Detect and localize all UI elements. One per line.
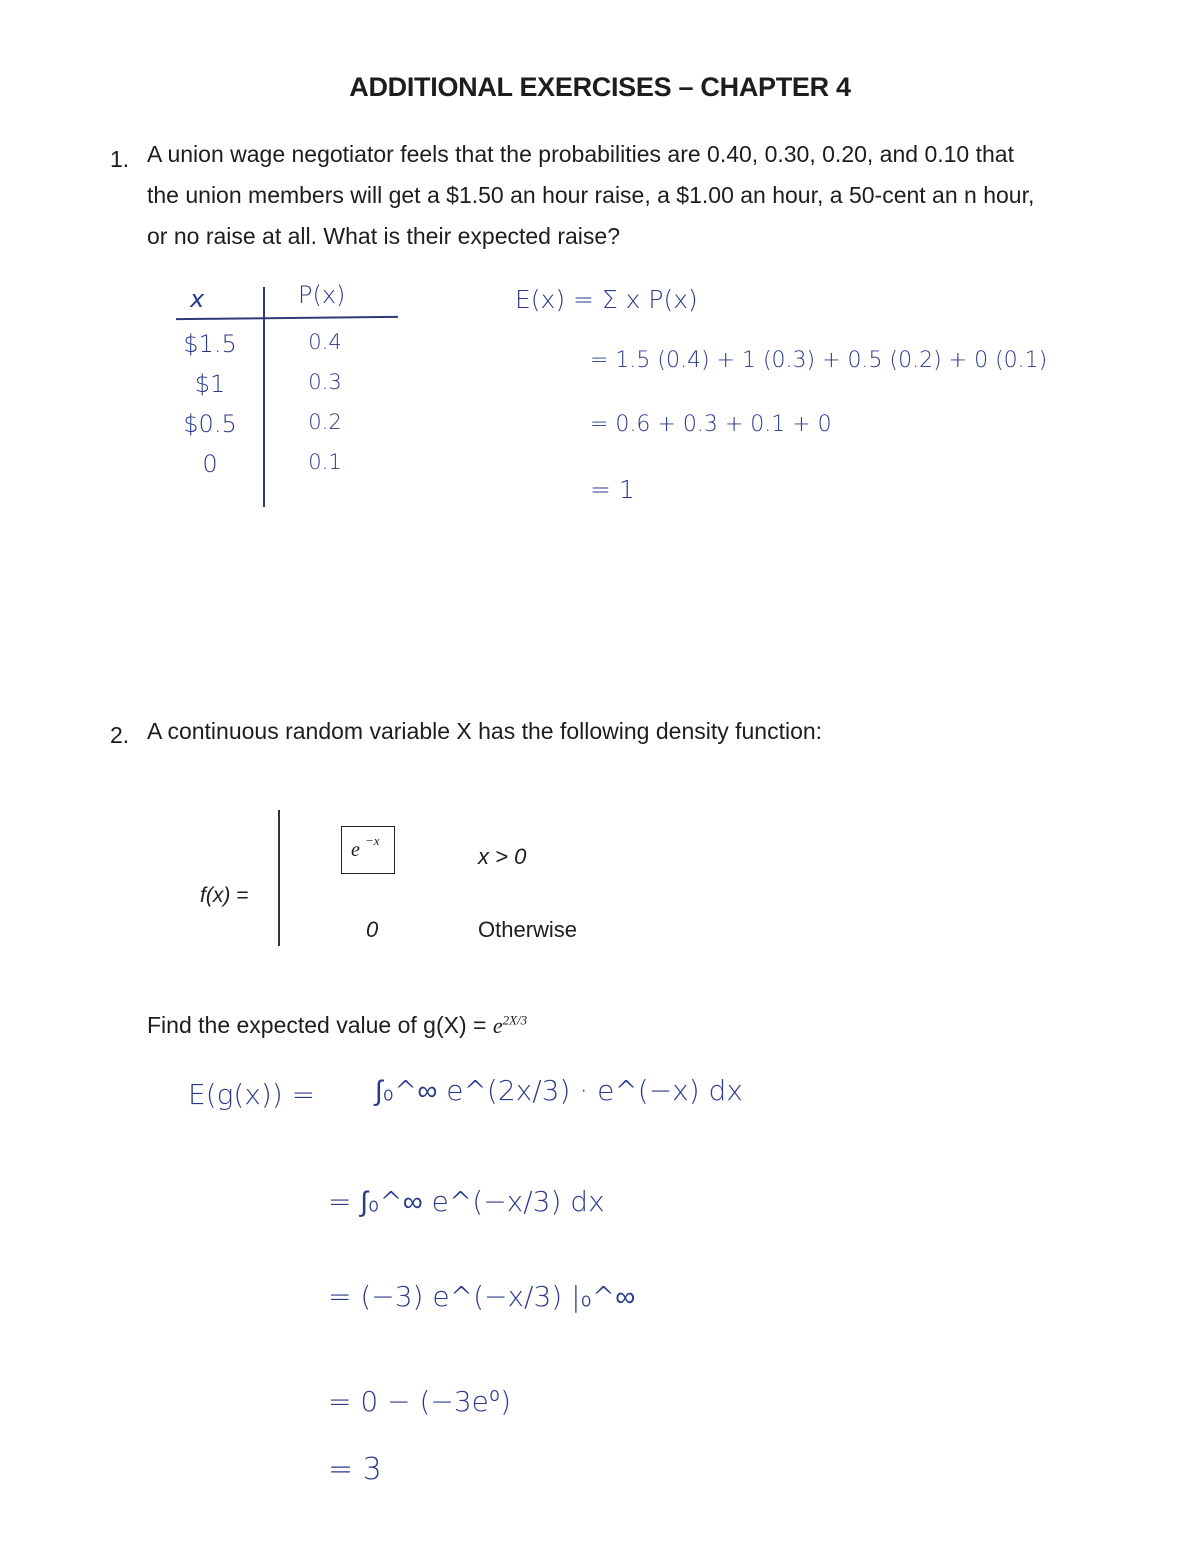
piecewise-brace [278,810,280,946]
g-base: e [492,1013,503,1038]
find-text: Find the expected value of g(X) = [147,1012,493,1038]
table-x-value: 0 [202,450,218,478]
g-exponent: 2X/3 [502,1012,528,1028]
expectation-step: = 1.5 (0.4) + 1 (0.3) + 0.5 (0.2) + 0 (0.1) [590,348,1048,373]
table-header-x: x [190,285,205,313]
page-title: ADDITIONAL EXERCISES – CHAPTER 4 [349,72,851,102]
table-header-px: P(x) [298,281,346,309]
question-1-number: 1. [110,146,130,172]
table-p-value: 0.2 [308,410,342,434]
question-1-line: or no raise at all. What is their expected raise? [147,223,621,249]
question-1-text [147,134,1137,257]
table-x-value: $1 [194,370,226,398]
evaluation-step: = 0 − (−3e⁰) [328,1385,512,1418]
table-x-value: $1.5 [183,330,237,358]
table-p-value: 0.1 [308,450,342,474]
expectation-formula: E(x) = Σ x P(x) [515,285,698,314]
integral-setup-rhs: ∫₀^∞ e^(2x/3) · e^(−x) dx [375,1074,743,1107]
table-x-value: $0.5 [183,410,237,438]
density-function-label: f(x) = [200,884,249,907]
integral-step: = ∫₀^∞ e^(−x/3) dx [328,1185,605,1218]
integral-setup-lhs: E(g(x)) = [188,1078,316,1111]
piece-one-condition: x > 0 [478,844,527,869]
find-expected-value [147,1012,527,1039]
piece-two-value: 0 [366,917,379,942]
table-p-value: 0.3 [308,370,342,394]
question-1-line: the union members will get a $1.50 an hour raise, a $1.00 an hour, a 50-cent an n hour, [147,182,1035,208]
piece-one-box [341,826,395,874]
question-2-text: A continuous random variable X has the following density function: [147,718,823,744]
expectation-result: = 1 [590,475,635,504]
table-column-rule [263,287,265,507]
question-2-number: 2. [110,722,130,748]
antiderivative-step: = (−3) e^(−x/3) |₀^∞ [328,1280,636,1313]
final-answer: = 3 [328,1452,382,1487]
probability-table [170,275,410,515]
piece-one-base: e [351,839,360,861]
table-p-value: 0.4 [308,330,342,354]
table-header-rule [176,316,398,320]
expectation-step: = 0.6 + 0.3 + 0.1 + 0 [590,412,832,437]
piece-one-exponent: −x [365,833,380,848]
piece-two-condition: Otherwise [478,917,578,942]
question-1-line: A union wage negotiator feels that the probabilities are 0.40, 0.30, 0.20, and 0.10 that [147,141,1014,167]
